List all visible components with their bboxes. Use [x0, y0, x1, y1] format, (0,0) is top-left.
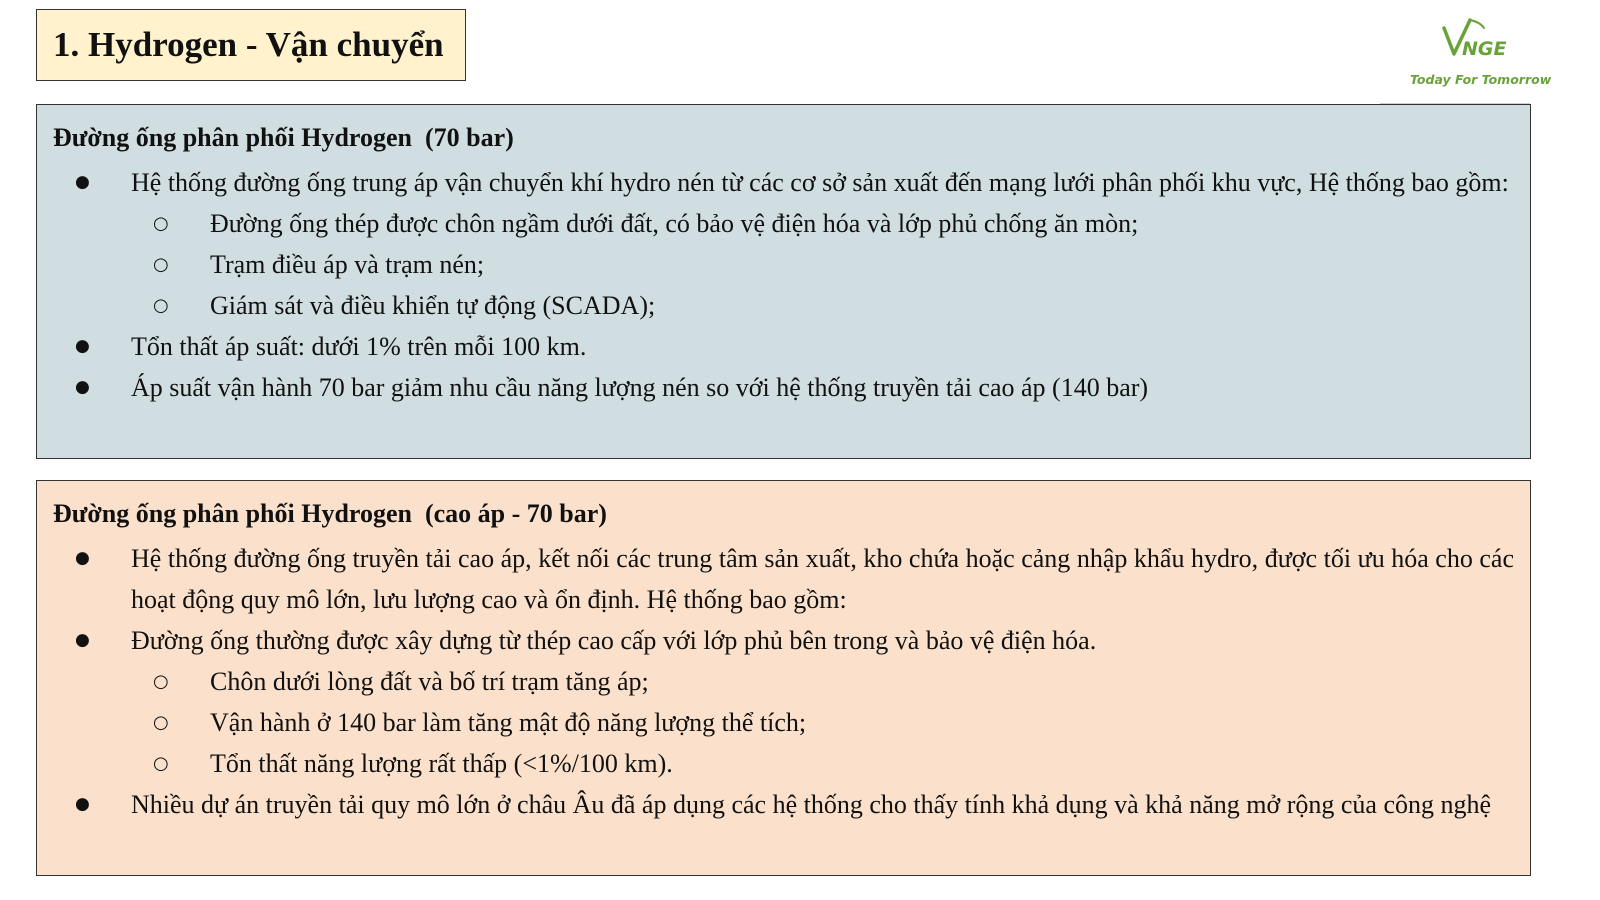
panel-heading: Đường ống phân phối Hydrogen (70 bar) [53, 123, 514, 152]
logo-tagline: Today For Tomorrow [1410, 72, 1552, 87]
list-item: ● Đường ống thường được xây dựng từ thép cao cấp với lớp phủ bên trong và bảo vệ điện hóa. [53, 620, 1514, 661]
vnge-logo-icon [1440, 18, 1520, 68]
list-item: ● Hệ thống đường ống truyền tải cao áp, kết nối các trung tâm sản xuất, kho chứa hoặc cảng nhập khẩu hydro, được tối ưu hóa cho các hoạt động quy mô lớn, lưu lượng cao và ổn định. Hệ thống bao gồm: [53, 538, 1514, 620]
panel-high-pressure [36, 480, 1531, 876]
sub-list-item: ○ Tổn thất năng lượng rất thấp (<1%/100 km). [53, 743, 1514, 784]
sub-list-item: ○ Trạm điều áp và trạm nén; [53, 244, 1514, 285]
sub-list-item: ○ Giám sát và điều khiển tự động (SCADA); [53, 285, 1514, 326]
sub-list-item: ○ Vận hành ở 140 bar làm tăng mật độ năng lượng thể tích; [53, 702, 1514, 743]
list-item: ● Hệ thống đường ống trung áp vận chuyển khí hydro nén từ các cơ sở sản xuất đến mạng lưới phân phối khu vực, Hệ thống bao gồm: [53, 162, 1514, 203]
vnge-logo [1408, 16, 1558, 104]
sub-list-item: ○ Đường ống thép được chôn ngầm dưới đất, có bảo vệ điện hóa và lớp phủ chống ăn mòn; [53, 203, 1514, 244]
sub-list-item: ○ Chôn dưới lòng đất và bố trí trạm tăng áp; [53, 661, 1514, 702]
svg-text:NGE: NGE [1462, 38, 1507, 60]
list-item: ● Nhiều dự án truyền tải quy mô lớn ở châu Âu đã áp dụng các hệ thống cho thấy tính khả dụng và khả năng mở rộng của công nghệ [53, 784, 1514, 825]
panel-70-bar [36, 104, 1531, 459]
list-item: ● Tổn thất áp suất: dưới 1% trên mỗi 100 km. [53, 326, 1514, 367]
list-item: ● Áp suất vận hành 70 bar giảm nhu cầu năng lượng nén so với hệ thống truyền tải cao áp (140 bar) [53, 367, 1514, 408]
slide-title: 1. Hydrogen - Vận chuyển [53, 25, 444, 64]
slide-title-box [36, 9, 466, 81]
panel-heading: Đường ống phân phối Hydrogen (cao áp - 70 bar) [53, 499, 607, 528]
